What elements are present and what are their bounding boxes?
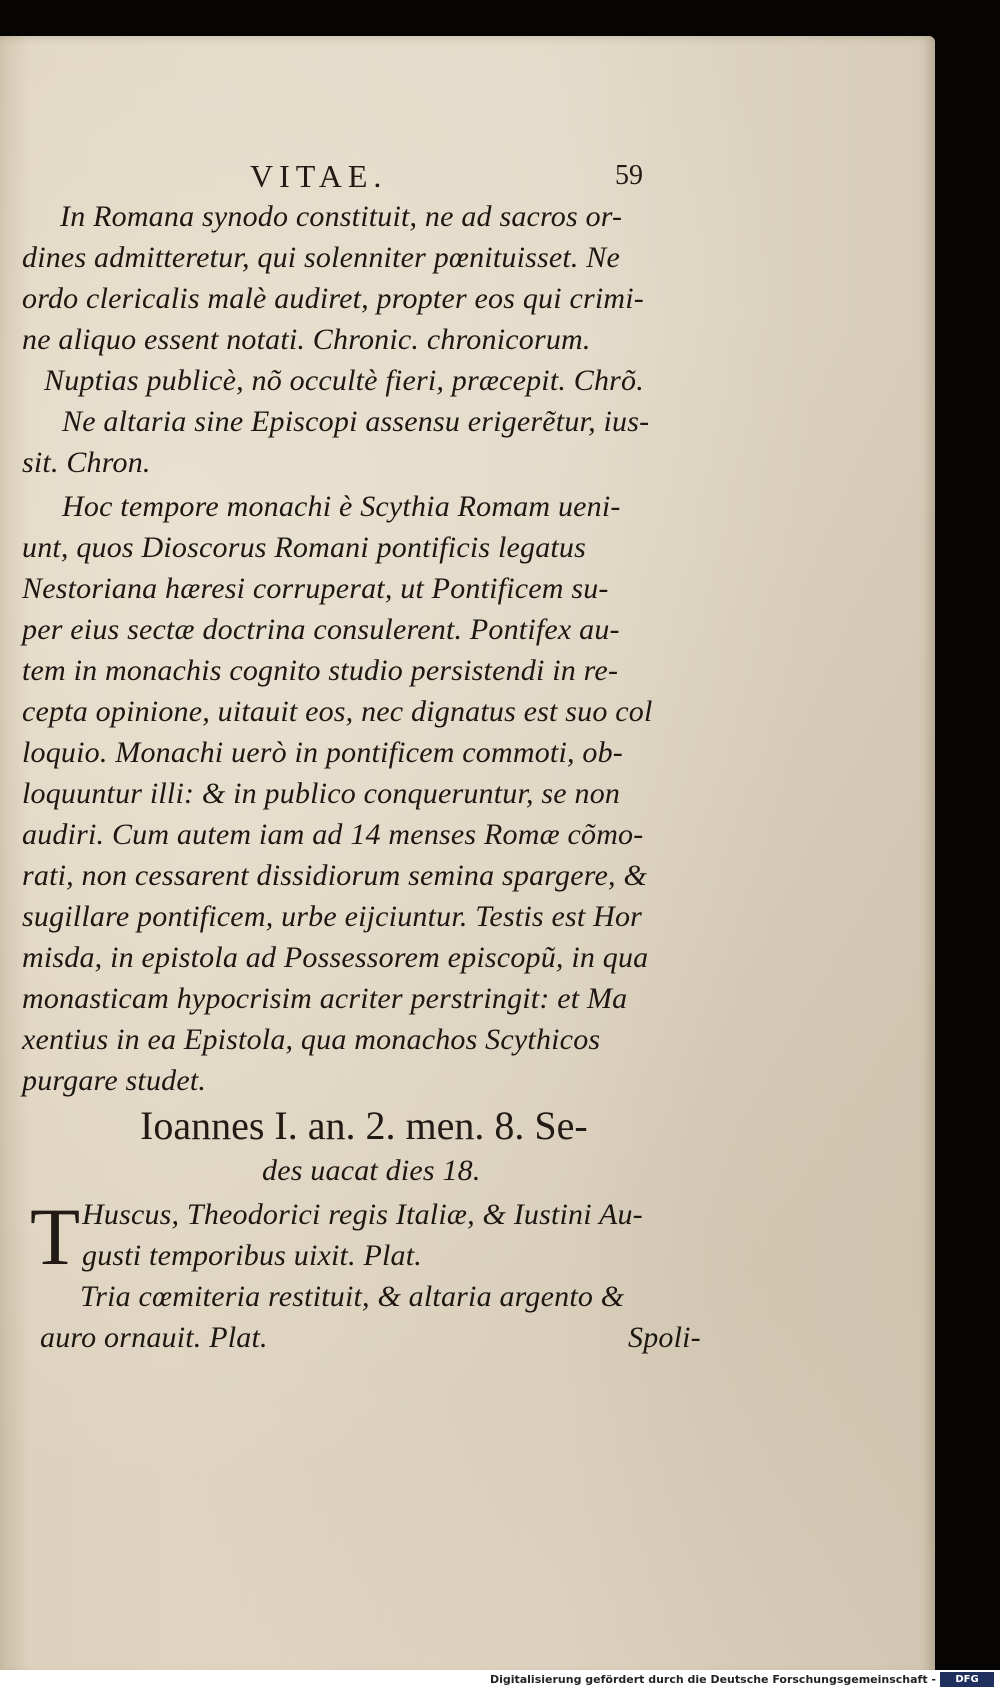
body-line: Hoc tempore monachi è Scythia Romam ueni- bbox=[62, 490, 621, 523]
body-line: misda, in epistola ad Possessorem episcopũ, in qua bbox=[22, 941, 649, 974]
body-line: rati, non cessarent dissidiorum semina spargere, & bbox=[22, 859, 647, 892]
footer-bar bbox=[0, 1670, 1000, 1690]
body-line: loquio. Monachi uerò in pontificem commoti, ob- bbox=[22, 736, 623, 769]
section-heading: Ioannes I. an. 2. men. 8. Se- bbox=[140, 1103, 588, 1148]
body-line: Huscus, Theodorici regis Italiæ, & Iustini Au- bbox=[82, 1198, 643, 1231]
running-head: VITAE. bbox=[250, 158, 388, 194]
drop-cap-initial: T bbox=[30, 1191, 81, 1282]
dfg-logo: DFG bbox=[940, 1672, 994, 1687]
body-line: In Romana synodo constituit, ne ad sacros or- bbox=[60, 200, 623, 233]
body-line: unt, quos Dioscorus Romani pontificis legatus bbox=[22, 531, 586, 564]
body-line: cepta opinione, uitauit eos, nec dignatus est suo col bbox=[22, 695, 653, 728]
body-line: sit. Chron. bbox=[22, 446, 151, 479]
body-line: audiri. Cum autem iam ad 14 menses Romæ cõmo- bbox=[22, 818, 644, 851]
page-number: 59 bbox=[615, 160, 643, 191]
body-line: loquuntur illi: & in publico conqueruntur, se non bbox=[22, 777, 621, 810]
body-line: gusti temporibus uixit. Plat. bbox=[82, 1239, 422, 1272]
body-line: monasticam hypocrisim acriter perstringit: et Ma bbox=[22, 982, 628, 1015]
body-line: Nestoriana hæresi corruperat, ut Pontificem su- bbox=[22, 572, 609, 605]
section-subheading: des uacat dies 18. bbox=[262, 1154, 481, 1187]
footer-credit: Digitalisierung gefördert durch die Deutsche Forschungsgemeinschaft - bbox=[489, 1673, 936, 1686]
body-line: ordo clericalis malè audiret, propter eos qui crimi- bbox=[22, 282, 644, 315]
body-line: auro ornauit. Plat. bbox=[40, 1321, 268, 1354]
body-line: ne aliquo essent notati. Chronic. chronicorum. bbox=[22, 323, 591, 356]
body-line: per eius sectæ doctrina consulerent. Pontifex au- bbox=[22, 613, 620, 646]
book-page bbox=[0, 36, 935, 1676]
body-line: Ne altaria sine Episcopi assensu erigerẽtur, ius- bbox=[62, 405, 650, 438]
body-line: Tria cœmiteria restituit, & altaria argento & bbox=[80, 1280, 625, 1313]
body-line: xentius in ea Epistola, qua monachos Scythicos bbox=[22, 1023, 601, 1056]
body-line: sugillare pontificem, urbe eijciuntur. Testis est Hor bbox=[22, 900, 643, 933]
body-line: purgare studet. bbox=[22, 1064, 207, 1097]
body-line: Nuptias publicè, nõ occultè fieri, præcepit. Chrõ. bbox=[44, 364, 644, 397]
catchword: Spoli- bbox=[628, 1321, 701, 1354]
body-line: dines admitteretur, qui solenniter pœnituisset. Ne bbox=[22, 241, 621, 274]
body-line: tem in monachis cognito studio persistendi in re- bbox=[22, 654, 619, 687]
